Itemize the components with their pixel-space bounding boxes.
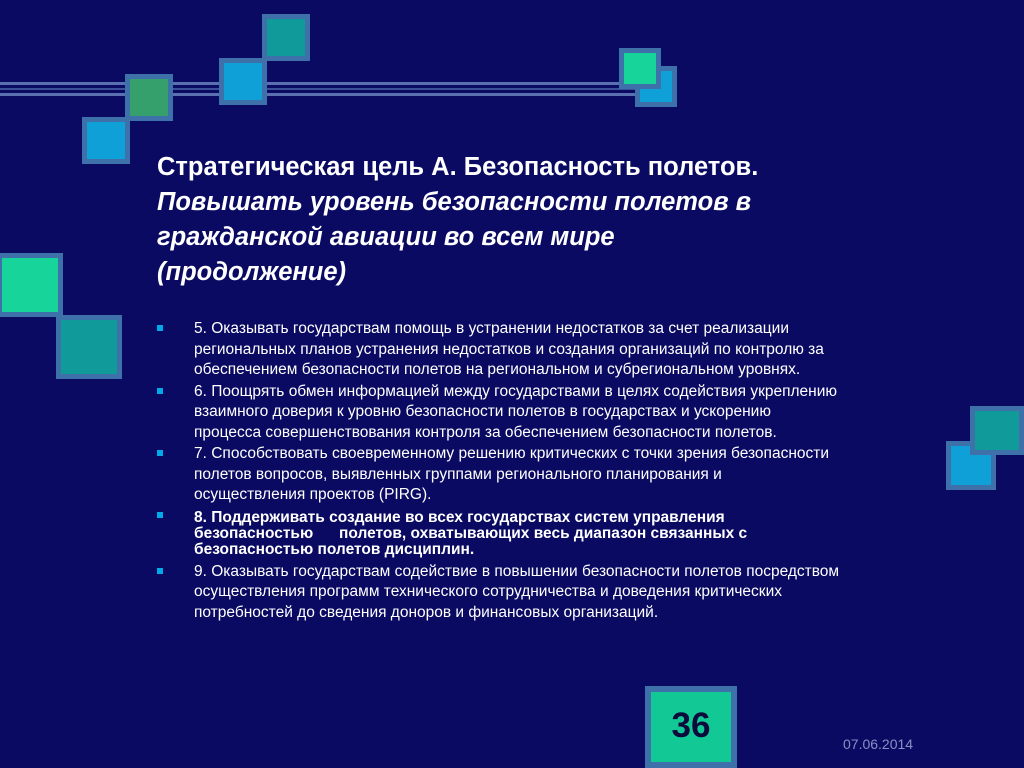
list-item <box>157 382 907 444</box>
bullet-text-line: взаимного доверия к уровню безопасности полетов в государствах и ускорению <box>194 403 771 420</box>
slide-number-badge: 36 <box>645 686 737 768</box>
bullet-text-line: 9. Оказывать государствам содействие в повышении безопасности полетов посредством <box>194 562 840 580</box>
decor-square-teal-right <box>970 406 1024 455</box>
decor-square-blue-left <box>82 117 130 164</box>
bullet-list <box>157 319 907 624</box>
list-item <box>157 562 907 624</box>
decorative-top-line <box>0 82 675 96</box>
bullet-text-line: осуществления проектов (PIRG). <box>194 486 432 503</box>
bullet-text-line: 5. Оказывать государствам помощь в устранении недостатков за счет реализации <box>194 320 789 337</box>
subtitle-line-3: (продолжение) <box>157 258 347 286</box>
subtitle-line-2: гражданской авиации во всем мире <box>157 223 615 251</box>
decor-square-blue-top <box>219 58 267 105</box>
bullet-text-line: безопасностью полетов, охватывающих весь диапазон связанных с <box>194 524 748 542</box>
bullet-text-line: 8. Поддерживать создание во всех государствах систем управления <box>194 508 725 526</box>
bullet-text-line: 6. Поощрять обмен информацией между государствами в целях содействия укреплению <box>194 382 838 400</box>
bullet-text-line: 7. Способствовать своевременному решению критических с точки зрения безопасности <box>194 445 830 462</box>
bullet-text-line: безопасностью полетов дисциплин. <box>194 540 475 558</box>
decor-square-teal-top <box>262 14 310 61</box>
list-item <box>157 507 907 561</box>
bullet-text-line: полетов вопросов, выявленных группами регионального планирования и <box>194 465 722 483</box>
bullet-text-line: потребностей до сведения доноров и финансовых организаций. <box>194 603 659 621</box>
bullet-text-line: процесса совершенствования контроля за обеспечением безопасности полетов. <box>194 423 777 441</box>
decor-square-mint-left <box>0 253 63 317</box>
list-item <box>157 319 907 381</box>
decor-square-teal-left <box>56 315 122 379</box>
square-bullet-icon <box>157 325 163 331</box>
title-line: Стратегическая цель А. Безопасность полетов. <box>157 153 759 181</box>
slide-date: 07.06.2014 <box>843 736 914 752</box>
slide-title <box>157 150 877 290</box>
list-item <box>157 444 907 506</box>
square-bullet-icon <box>157 450 163 456</box>
bullet-text-line: обеспечением безопасности полетов на региональном и субрегиональном уровнях. <box>194 361 801 378</box>
decor-square-green-top <box>125 74 173 121</box>
decor-square-mint-right-top <box>619 48 661 89</box>
square-bullet-icon <box>157 568 163 574</box>
subtitle-line-1: Повышать уровень безопасности полетов в <box>157 188 752 216</box>
bullet-text-line: осуществления программ технического сотрудничества и доведения критических <box>194 583 782 600</box>
bullet-text-line: региональных планов устранения недостатков и создания организаций по контролю за <box>194 340 824 358</box>
square-bullet-icon <box>157 512 163 518</box>
square-bullet-icon <box>157 388 163 394</box>
